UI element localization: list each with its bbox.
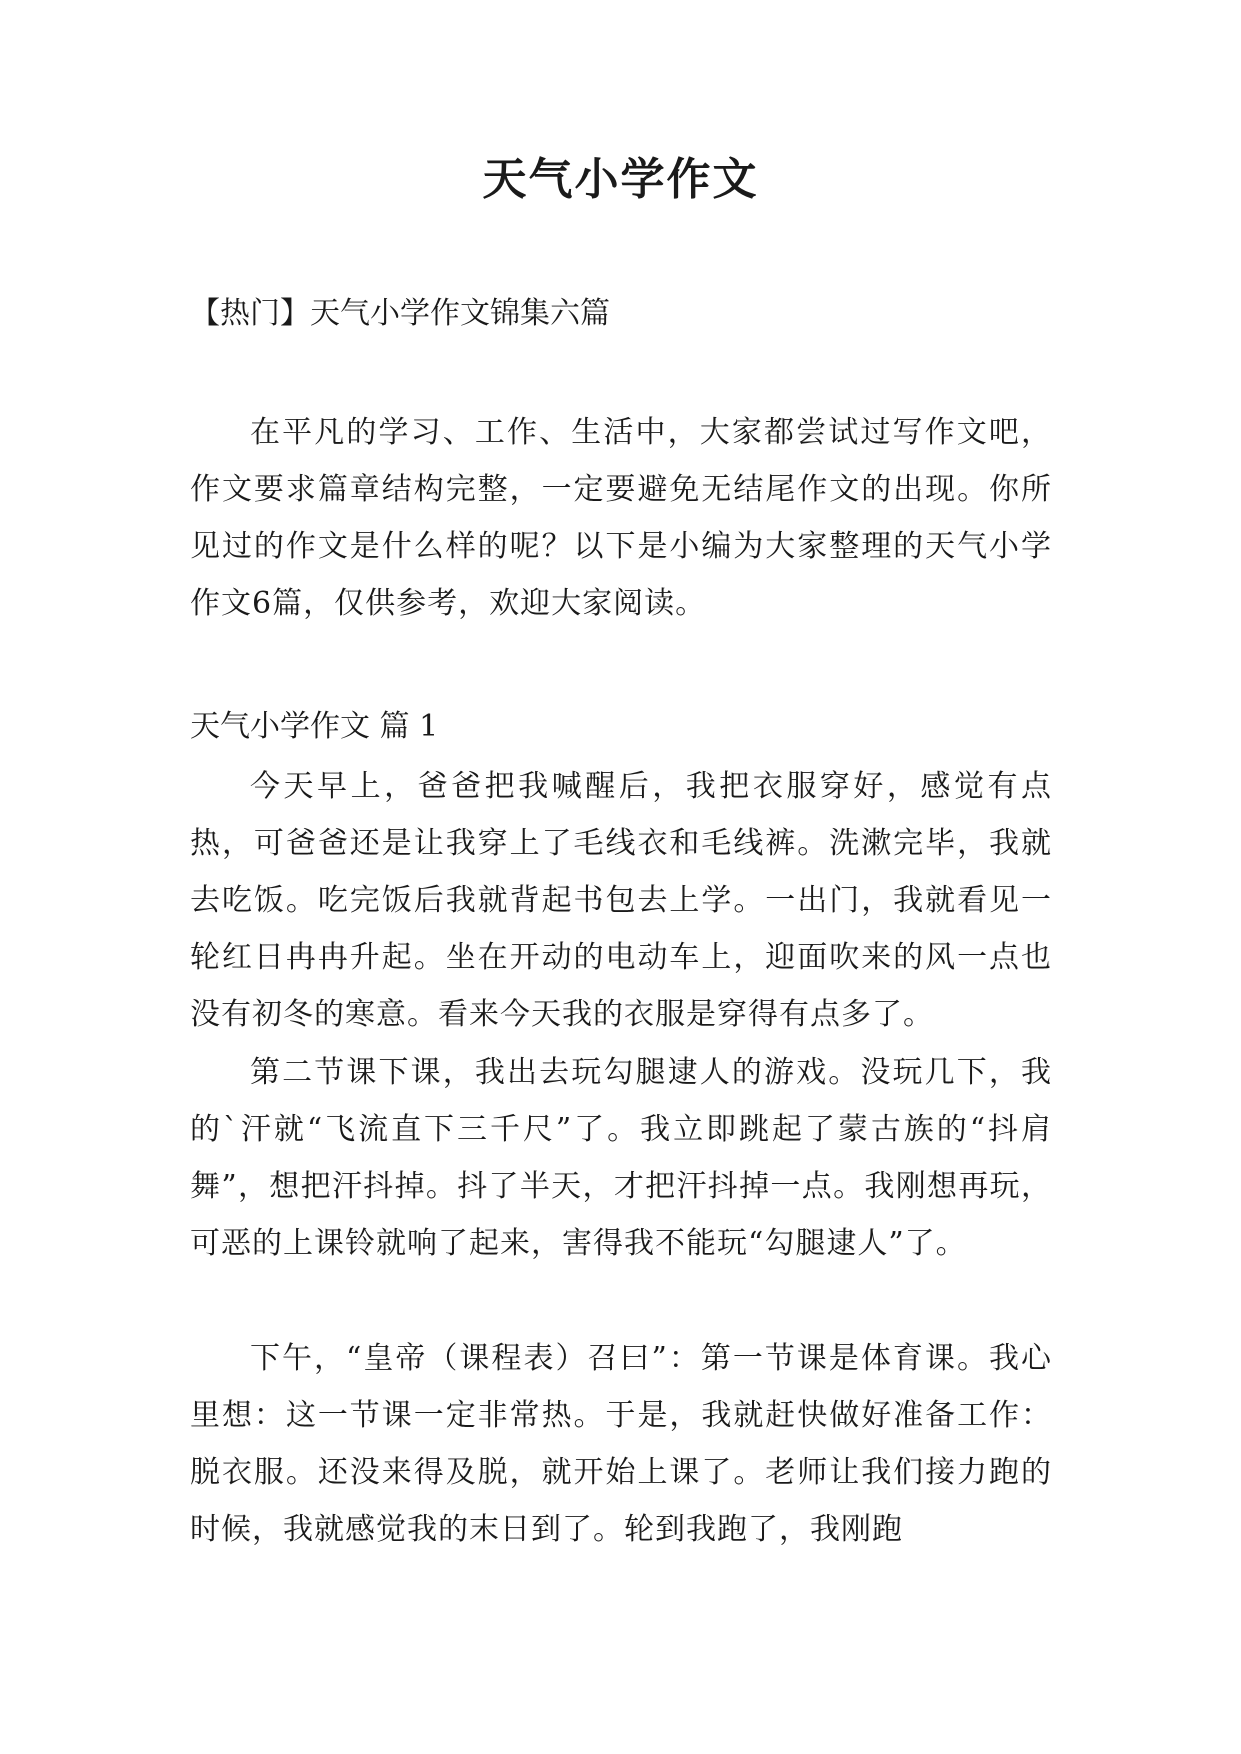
body-paragraph-2: 第二节课下课，我出去玩勾腿逮人的游戏。没玩几下，我的`汗就“飞流直下三千尺”了。我立即跳起了蒙古族的“抖肩舞”，想把汗抖掉。抖了半天，才把汗抖掉一点。我刚想再玩，可恶的上课铃就响了起来，害得我不能玩“勾腿逮人”了。	[190, 1055, 1052, 1261]
document-subtitle: 【热门】天气小学作文锦集六篇	[190, 296, 610, 331]
body-paragraph-1: 今天早上，爸爸把我喊醒后，我把衣服穿好，感觉有点热，可爸爸还是让我穿上了毛线衣和毛线裤。洗漱完毕，我就去吃饭。吃完饭后我就背起书包去上学。一出门，我就看见一轮红日冉冉升起。坐在开动的电动车上，迎面吹来的风一点也没有初冬的寒意。看来今天我的衣服是穿得有点多了。	[190, 769, 1052, 1032]
body-paragraph-3: 下午，“皇帝（课程表）召曰”：第一节课是体育课。我心里想：这一节课一定非常热。于是，我就赶快做好准备工作：脱衣服。还没来得及脱，就开始上课了。老师让我们接力跑的时候，我就感觉我的末日到了。轮到我跑了，我刚跑	[190, 1341, 1052, 1547]
page-title: 天气小学作文	[482, 154, 759, 205]
section-heading: 天气小学作文 篇 1	[190, 709, 439, 744]
intro-paragraph: 在平凡的学习、工作、生活中，大家都尝试过写作文吧，作文要求篇章结构完整，一定要避免无结尾作文的出现。你所见过的作文是什么样的呢？以下是小编为大家整理的天气小学作文6篇，仅供参考，欢迎大家阅读。	[190, 415, 1052, 621]
